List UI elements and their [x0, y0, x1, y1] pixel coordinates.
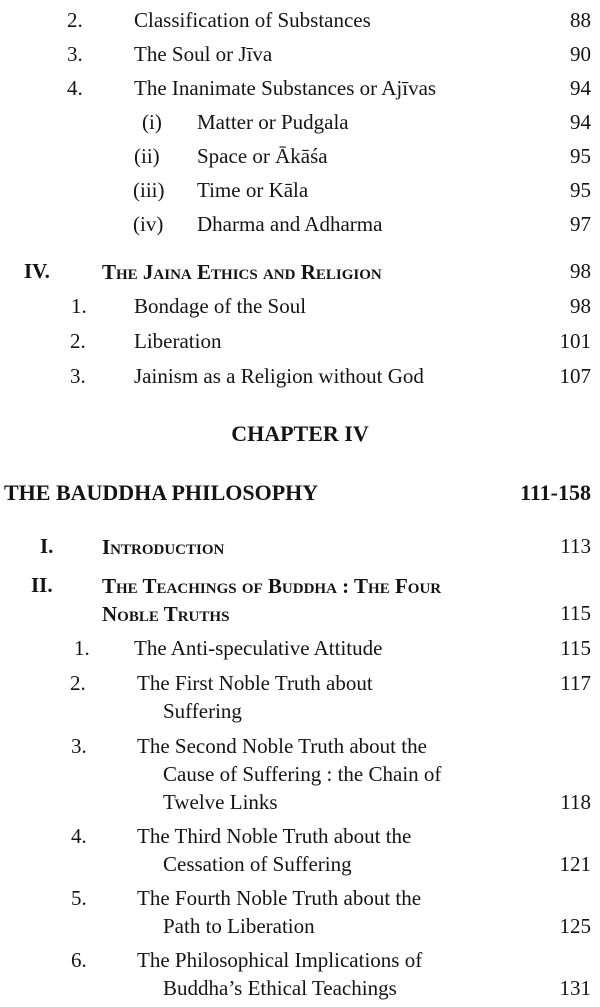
- subentry-number: (iii): [133, 178, 165, 202]
- subentry-number: (i): [142, 110, 162, 134]
- entry-title-line: The First Noble Truth about: [137, 671, 373, 695]
- entry-title: Bondage of the Soul: [134, 294, 307, 318]
- entry-title-line: Cessation of Suffering: [163, 852, 352, 876]
- entry-page: 94: [570, 76, 591, 100]
- entry-title: The Soul or Jīva: [134, 42, 273, 66]
- section-title-line: Noble Truths: [102, 602, 230, 626]
- entry-title-line: Buddha’s Ethical Teachings: [163, 976, 397, 1000]
- entry-title-line: Suffering: [163, 699, 242, 723]
- entry-page: 118: [560, 790, 591, 814]
- entry-page: 125: [559, 914, 591, 938]
- section-title-line: The Teachings of Buddha : The Four: [102, 574, 442, 598]
- entry-number: 3.: [67, 42, 83, 66]
- entry-title-line: The Fourth Noble Truth about the: [137, 886, 422, 910]
- entry-title-line: Twelve Links: [163, 790, 278, 814]
- entry-page: 88: [570, 8, 591, 32]
- entry-number: 4.: [71, 824, 87, 848]
- entry-title-line: The Second Noble Truth about the: [137, 734, 427, 758]
- entry-number: 3.: [70, 364, 86, 388]
- subentry-page: 95: [570, 178, 591, 202]
- section-number: II.: [31, 573, 53, 597]
- section-title: Introduction: [102, 535, 225, 559]
- entry-page: 90: [570, 42, 591, 66]
- entry-page: 107: [559, 364, 591, 388]
- entry-number: 3.: [71, 734, 87, 758]
- section-page: 115: [560, 601, 591, 625]
- subentry-title: Time or Kāla: [197, 178, 309, 202]
- entry-title-line: Path to Liberation: [163, 914, 315, 938]
- chapter-page-range: 111-158: [520, 480, 591, 505]
- entry-number: 2.: [70, 329, 86, 353]
- entry-page: 98: [570, 294, 591, 318]
- subentry-number: (iv): [133, 212, 164, 236]
- entry-number: 2.: [67, 8, 83, 32]
- entry-page: 117: [560, 671, 591, 695]
- entry-title: Jainism as a Religion without God: [134, 364, 424, 388]
- entry-title-line: Cause of Suffering : the Chain of: [163, 762, 442, 786]
- entry-number: 6.: [71, 948, 87, 972]
- entry-page: 131: [559, 976, 591, 1000]
- entry-number: 1.: [71, 294, 87, 318]
- entry-title: The Anti-speculative Attitude: [134, 636, 383, 660]
- chapter-heading: [4, 479, 596, 507]
- entry-number: 2.: [70, 671, 86, 695]
- chapter-label: CHAPTER IV: [231, 421, 369, 446]
- entry-title: The Inanimate Substances or Ajīvas: [134, 76, 437, 100]
- subentry-title: Dharma and Adharma: [197, 212, 383, 236]
- entry-number: 5.: [71, 886, 87, 910]
- entry-page: 121: [559, 852, 591, 876]
- entry-title-line: The Philosophical Implications of: [137, 948, 423, 972]
- entry-page: 115: [560, 636, 591, 660]
- entry-page: 101: [559, 329, 591, 353]
- subentry-page: 97: [570, 212, 591, 236]
- subentry-page: 95: [570, 144, 591, 168]
- subentry-title: Matter or Pudgala: [197, 110, 349, 134]
- chapter-title: THE BAUDDHA PHILOSOPHY: [4, 480, 319, 505]
- section-number: I.: [40, 534, 54, 558]
- subentry-number: (ii): [134, 144, 160, 168]
- subentry-title: Space or Ākāśa: [197, 144, 328, 168]
- entry-title: Classification of Substances: [134, 8, 371, 32]
- entry-title: Liberation: [134, 329, 222, 353]
- entry-number: 1.: [74, 636, 90, 660]
- entry-number: 4.: [67, 76, 83, 100]
- section-title: The Jaina Ethics and Religion: [102, 260, 382, 284]
- entry-title-line: The Third Noble Truth about the: [137, 824, 412, 848]
- subentry-page: 94: [570, 110, 591, 134]
- section-page: 98: [570, 259, 591, 283]
- section-page: 113: [560, 534, 591, 558]
- section-number: IV.: [24, 259, 50, 283]
